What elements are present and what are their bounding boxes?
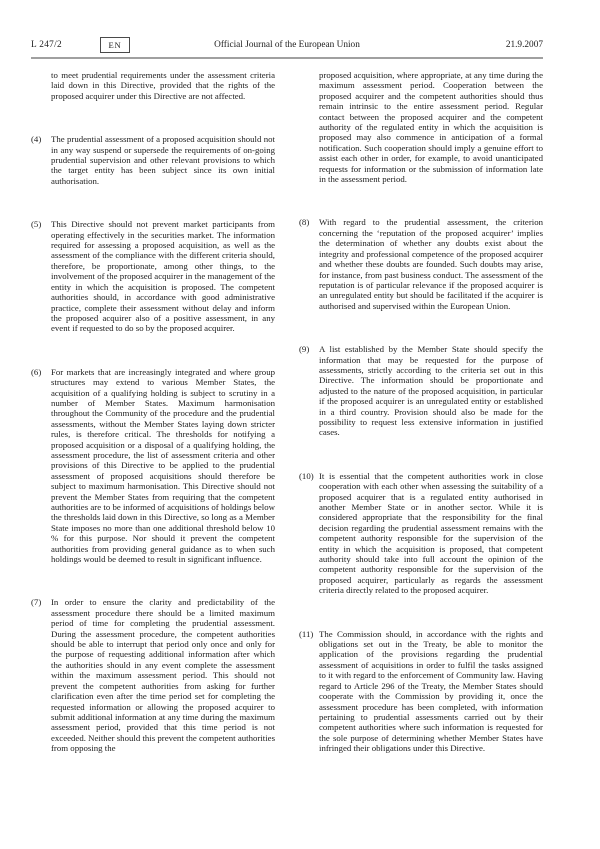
recital-text: For markets that are increasingly integrated and where group structures may extend to various Member States, the acquisition of a qualifying holding is subject to scrutiny in a number of Member States. Maximum harmonisation throughout the Community of the procedure and the prudential assessments, without the Member States laying down stricter rules, is therefore critical. The thresholds for notifying a proposed acquisition or a disposal of a qualifying holding, the assessment procedure, the list of assessment criteria and other provisions of this Directive to be applied to the prudential assessment of proposed acquisitions should therefore be subject to maximum harmonisation. This Directive should not prevent the Member States from requiring that the competent authorities are to be informed of acquisitions of holdings below the thresholds laid down in this Directive, so long as a Member State imposes no more than one additional threshold below 10 % for this purpose. Nor should it prevent the competent authorities from providing general guidance as to when such holdings would be deemed to result in significant influence. [51,366,275,565]
recital-6 [31,367,275,565]
recital-text: With regard to the prudential assessment, the criterion concerning the ‘reputation of the proposed acquirer’ implies the determination of whether any doubts exist about the integrity and professional competence of the proposed acquirer and whether these doubts are founded. Such doubts may arise, for instance, from past business conduct. The assessment of the reputation is of particular relevance if the proposed acquirer is an unregulated entity but should be facilitated if the acquirer is authorised and supervised within the European Union. [319,217,543,311]
page-number: L 247/2 [31,40,62,50]
right-column [299,70,543,754]
recital-10 [299,471,543,596]
recital-number: (5) [31,219,42,230]
recital-continuation [299,70,543,184]
recital-number [299,70,319,184]
recital-text: The prudential assessment of a proposed acquisition should not in any way suspend or supersede the requirements of on-going prudential supervision and other relevant provisions to which the target entity has been subject since its own initial authorisation. [51,134,275,186]
recital-9 [299,344,543,438]
recital-number: (4) [31,134,42,145]
page-header [31,36,543,53]
recital-4 [31,134,275,186]
recital-number: (11) [299,628,314,639]
language-code: EN [108,40,122,50]
recital-text: The Commission should, in accordance with the rights and obligations set out in the Treaty, be able to monitor the application of the provisions regarding the prudential assessment of acquisitions in order to fulfil the tasks assigned to it with regard to the enforcement of Community law. Having regard to Article 296 of the Treaty, the Member States should cooperate with the Commission by providing it, once the assessment procedure has been completed, with information pertaining to prudential assessments carried out by their competent authorities where such information is requested for the sole purpose of determining whether Member States have infringed their obligations under this Directive. [319,628,543,754]
recital-text: to meet prudential requirements under the assessment criteria laid down in this Directive, provided that the rights of the proposed acquirer under this Directive are not affected. [51,70,275,101]
recital-text: A list established by the Member State should specify the information that may be requested for the purpose of assessments, strictly according to the criteria set out in this Directive. The information should be proportionate and adjusted to the nature of the proposed acquisition, in particular if the proposed acquirer is an unregulated entity or established in a third country. Provision should also be made for the possibility to request less extensive information in justified cases. [319,344,543,438]
language-badge [100,37,130,53]
recital-text: In order to ensure the clarity and predictability of the assessment procedure there should be a limited maximum period of time for completing the prudential assessment. During the assessment procedure, the competent authorities should be able to interrupt that period only once and only for the purpose of requesting additional information after which the authorities should in any event complete the assessment within the maximum assessment period. This should not prevent the competent authorities from asking for further clarification even after the time period set for completing the requested information or allowing the proposed acquirer to submit additional information at any time during the maximum assessment period, provided that this time period is not exceeded. Neither should this prevent the competent authorities from opposing the [51,597,275,754]
recital-number: (10) [299,470,314,481]
recital-number [31,70,51,101]
issue-date: 21.9.2007 [505,40,543,50]
recital-8 [299,217,543,311]
recital-number: (9) [299,344,310,355]
recital-7 [31,597,275,753]
recital-number: (8) [299,217,310,228]
recital-5 [31,219,275,333]
recital-continuation [31,70,275,101]
recital-11 [299,629,543,754]
journal-title: Official Journal of the European Union [214,40,360,50]
header-rule [31,57,543,59]
recital-text: This Directive should not prevent market participants from operating effectively in the securities market. The information required for assessing a proposed acquisition, as well as the assessment of the compliance with the different criteria should, therefore, be proportionate, among other things, to the involvement of the proposed acquirer in the management of the entity in which the acquisition is proposed. The competent authorities should, in accordance with good administrative practice, complete their assessment without delay and inform the proposed acquirer also of a positive assessment, in any event if requested to do so by the proposed acquirer. [51,219,275,334]
left-column [31,70,275,754]
recital-text: proposed acquisition, where appropriate, at any time during the maximum assessment period. Cooperation between the proposed acquirer and the competent authorities should thus remain intrinsic to the entire assessment period. Regular contact between the proposed acquirer and the competent authority of the regulated entity in which the acquisition is proposed may also commence in anticipation of a formal notification. Such cooperation should imply a genuine effort to assist each other in order, for example, to avoid unanticipated requests for information or the submission of information late in the assessment period. [319,70,543,185]
recital-text: It is essential that the competent authorities work in close cooperation with each other when assessing the suitability of a proposed acquirer that is a regulated entity authorised in another Member State or in another sector. While it is considered appropriate that the responsibility for the final decision regarding the prudential assessment remains with the competent authority responsible for the supervision of the entity in which the acquisition is proposed, that competent authority should take into full account the opinion of the competent authority responsible for the supervision of the proposed acquirer, particularly as regards the assessment criteria directly related to the proposed acquirer. [319,470,543,596]
recital-number: (7) [31,597,42,608]
two-column-body [31,70,543,754]
recital-number: (6) [31,366,42,377]
